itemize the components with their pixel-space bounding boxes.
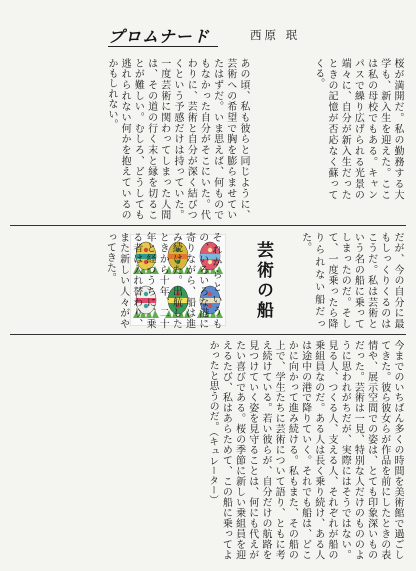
- text-block-middle-left: それからというもの、いろいろな港に寄りながら、船は進み続けた。出航したときから十年、二十年と経つうちに、乗る者は入れ替わり、また新しい人々がやってきた。: [104, 232, 221, 329]
- column-header: [108, 24, 368, 52]
- text-block-middle-right: だが、今の自分に最もしっくりくるのはこうだ。私は芸術という名の船に乗ってしまったのだ。そして、一度乗ったら降りられない船だった。: [299, 232, 403, 329]
- author-name: 西原 珉: [250, 28, 301, 42]
- bottom-text: 今までのいちばん多くの時間を美術館で過ごしてきた。彼ら彼女らが作品を前にしたときの表情や、展示空間での姿は、とても印象深いものだった。芸術は一見、特別な人だけのもののように思われがちだが、実際にはそうではない。見る人、つくる人、支える人、それぞれが船の乗組員なのだ。ある人は長く乗り続け、ある人は途中の港で降りていく。それでも船は、どこかに向かって進み続ける。私もまた、その船の上で、学生たちに芸術について語り、ともに考え続けている。若い彼らが、自分だけの航路を見つけていく姿を見守ることは、何にも代えがたい喜びである。桜の季節に新しい乗組員を迎えるたび、私はあらためて、この船に乗ってよかったと思うのだ。: [207, 340, 403, 560]
- column-title: プロムナード: [108, 27, 210, 46]
- text-block-top-left: あの頃、私も彼らと同じように、芸術への希望で胸を膨らませていたはずだ。いま思えば、何ものでもなかった自分がそこにいた。代わりに、芸術と自分が深く結びつくという予感だけは持っていた。一度芸術に関わってしまった人間は、その道の行く末と縁を切ることが難しい。むしろ、どうしても逃れられない何かを抱えているのかもしれない。: [105, 58, 249, 220]
- text-block-bottom: [12, 340, 404, 560]
- article-headline: 芸術の船: [253, 240, 273, 321]
- tier-divider-1: [10, 225, 406, 226]
- text-block-top-right: 桜が満開だ。私の勤務する大学も、新入生を迎えた。ここは私の母校でもある。キャンパスで繰り広げられる光景の端々に、自分が新入生だったときの記憶が否応なく蘇ってくる。: [312, 58, 403, 200]
- author-credit: （キュレーター）: [207, 431, 219, 505]
- tier-divider-2: [10, 334, 406, 335]
- title-underline: [108, 46, 218, 47]
